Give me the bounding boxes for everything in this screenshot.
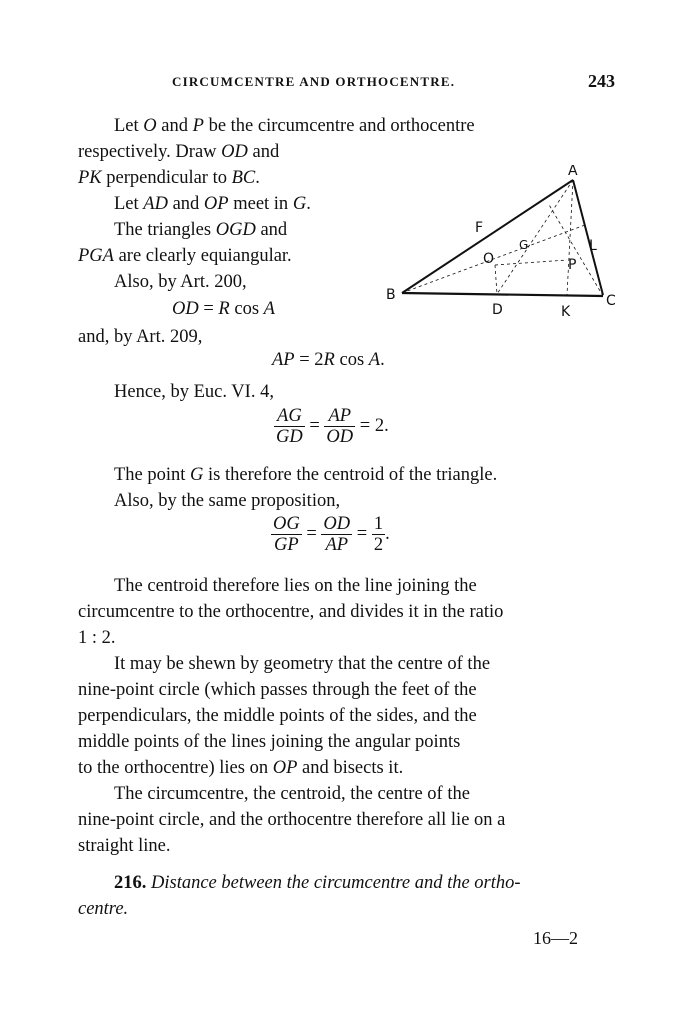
para4-line1: Hence, by Euc. VI. 4, xyxy=(114,382,274,402)
side-bc xyxy=(402,293,603,296)
equation-ap: AP = 2R cos A. xyxy=(272,350,385,370)
equation-ratio-half: $\frac{OG}{GP}$ = $\frac{OD}{AP}$ = $\frac{1}{2}$ . xyxy=(273,514,390,555)
page-header xyxy=(0,71,693,98)
equation-ratio-2: $\frac{AG}{GD}$ = $\frac{AP}{OD}$ = 2. xyxy=(276,406,389,447)
fraction-ap-od: $\frac{AP}{OD}$ xyxy=(326,406,354,447)
median-ad xyxy=(497,180,573,294)
side-ac xyxy=(573,180,603,295)
equation-od: OD = R cos A xyxy=(172,299,275,319)
label-o: O xyxy=(483,251,495,267)
section-heading-line2: centre. xyxy=(78,899,129,919)
section-title: Distance between the circumcentre and the ortho- xyxy=(151,873,521,893)
label-k: K xyxy=(561,304,571,320)
label-a: A xyxy=(568,165,578,179)
label-g: G xyxy=(519,238,529,252)
para2-line3: PGA are clearly equiangular. xyxy=(78,246,292,266)
para5-line1: The point G is therefore the centroid of the triangle. xyxy=(114,465,498,485)
page-number: 243 xyxy=(588,71,615,91)
running-head: CIRCUMCENTRE AND ORTHOCENTRE. xyxy=(172,74,456,89)
para1-line1: Let O and P be the circumcentre and orthocentre xyxy=(114,116,475,136)
label-p: P xyxy=(568,257,577,273)
fraction-og-gp: $\frac{OG}{GP}$ xyxy=(273,514,300,555)
para7-line3: perpendiculars, the middle points of the sides, and the xyxy=(78,706,477,726)
para8-line3: straight line. xyxy=(78,836,171,856)
fraction-od-ap: $\frac{OD}{AP}$ xyxy=(323,514,351,555)
label-b: B xyxy=(386,287,396,303)
altitude-ak xyxy=(567,180,573,295)
side-ab xyxy=(402,180,573,293)
signature-mark: 16—2 xyxy=(533,928,578,948)
triangle-figure xyxy=(380,165,630,330)
para2-line2: The triangles OGD and xyxy=(114,220,288,240)
para6-line1: The centroid therefore lies on the line joining the xyxy=(114,576,477,596)
para7-line4: middle points of the lines joining the angular points xyxy=(78,732,461,752)
line-op xyxy=(495,260,567,265)
para6-line2: circumcentre to the orthocentre, and divides it in the ratio xyxy=(78,602,504,622)
para2-line1: Let AD and OP meet in G. xyxy=(114,194,311,214)
para1-line3: PK perpendicular to BC. xyxy=(78,168,260,188)
label-d: D xyxy=(492,302,503,318)
label-l: L xyxy=(589,238,597,254)
para5-line2: Also, by the same proposition, xyxy=(114,491,341,511)
para7-line2: nine-point circle (which passes through the feet of the xyxy=(78,680,477,700)
para8-line1: The circumcentre, the centroid, the centre of the xyxy=(114,784,470,804)
para3-line1: Also, by Art. 200, xyxy=(114,272,247,292)
para8-line2: nine-point circle, and the orthocentre therefore all lie on a xyxy=(78,810,506,830)
para1-line2: respectively. Draw OD and xyxy=(78,142,280,162)
para3-line2: and, by Art. 209, xyxy=(78,327,203,347)
perp-od xyxy=(495,265,497,294)
para6-line3: 1 : 2. xyxy=(78,628,116,648)
section-heading-line1 xyxy=(114,873,521,894)
fraction-ag-gd: $\frac{AG}{GD}$ xyxy=(276,406,303,447)
label-c: C xyxy=(606,293,616,309)
label-f: F xyxy=(475,220,484,236)
para7-line5: to the orthocentre) lies on OP and bisects it. xyxy=(78,758,404,778)
section-number: 216. xyxy=(114,873,147,893)
fraction-one-half: $\frac{1}{2}$ xyxy=(373,514,384,555)
para7-line1: It may be shewn by geometry that the centre of the xyxy=(114,654,491,674)
